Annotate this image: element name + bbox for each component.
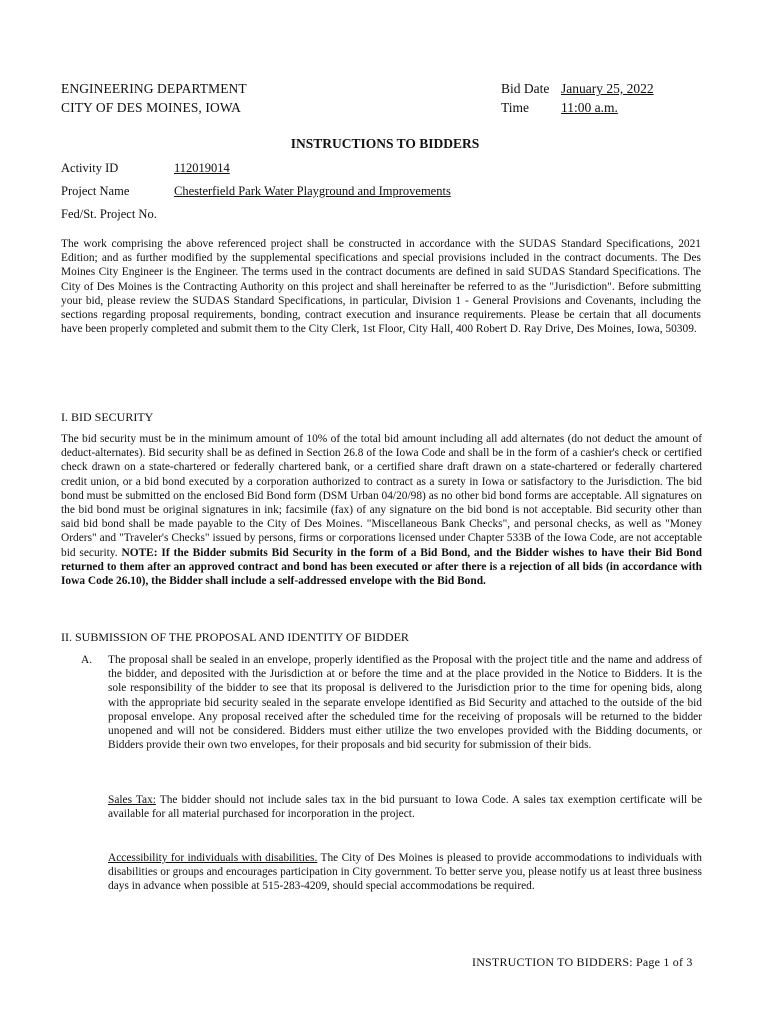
department-header: [61, 79, 247, 117]
accessibility-paragraph: [108, 851, 702, 894]
activity-id-value: 112019014: [174, 161, 230, 175]
sales-tax-label: Sales Tax:: [108, 794, 156, 806]
time-label: Time: [501, 100, 530, 115]
bid-security-text: The bid security must be in the minimum amount of 10% of the total bid amount including all add alternates (do not deduct the amount of deduct-alternates). Bid security shall be as defined in Section 26.8 of the Iowa Code and shall be in the form of a cashier's check or certified check drawn on a state-chartered or federally chartered bank, or a certified share draft drawn on a state-chartered or federally chartered credit union, or a bid bond executed by a corporation authorized to contract as a surety in Iowa or satisfactory to the Jurisdiction. The bid bond must be submitted on the enclosed Bid Bond form (DSM Urban 04/20/98) as no other bid bond forms are acceptable. All signatures on the bid bond must be original signatures in ink; facsimile (fax) of any signature on the bid bond is not acceptable. Bid security other than said bid bond shall be made payable to the City of Des Moines. "Miscellaneous Bank Checks", and personal checks, as well as "Money Orders" and "Traveler's Checks" issued by persons, firms or corporations licensed under Chapter 533B of the Iowa Code, are not acceptable bid security.: [61, 433, 702, 559]
sales-tax-text: The bidder should not include sales tax in the bid pursuant to Iowa Code. A sales tax exemption certificate will be available for all material purchased for incorporation in the project.: [108, 794, 702, 821]
project-name-value: Chesterfield Park Water Playground and Improvements: [174, 184, 451, 198]
fed-project-label: Fed/St. Project No.: [61, 207, 157, 221]
bid-date-label: Bid Date: [501, 81, 550, 96]
bid-security-paragraph: [61, 432, 702, 588]
sales-tax-paragraph: [108, 793, 702, 821]
intro-paragraph: The work comprising the above referenced project shall be constructed in accordance with the SUDAS Standard Specifications, 2021 Edition; and as further modified by the supplemental specifications and special provisions included in the contract documents. The Des Moines City Engineer is the Engineer. The terms used in the contract documents are defined in said SUDAS Standard Specifications. The City of Des Moines is the Contracting Authority on this project and shall hereinafter be referred to as the "Jurisdiction". Before submitting your bid, please review the SUDAS Standard Specifications, in particular, Division 1 - General Provisions and Covenants, including the sections regarding proposal requirements, bonding, contract execution and insurance requirements. Please be certain that all documents have been properly completed and submit them to the City Clerk, 1st Floor, City Hall, 400 Robert D. Ray Drive, Des Moines, Iowa, 50309.: [61, 238, 701, 336]
time-value: 11:00 a.m.: [561, 100, 618, 115]
section-bid-security-heading: I. BID SECURITY: [61, 410, 154, 424]
bid-date-value: January 25, 2022: [561, 81, 654, 96]
accessibility-text: The City of Des Moines is pleased to provide accommodations to individuals with disabilities or groups and encourages participation in City government. To better serve you, please notify us at least three business days in advance when possible at 515-283-4209, should special accommodations be required.: [108, 852, 702, 893]
department-name: ENGINEERING DEPARTMENT: [61, 81, 247, 96]
item-a-marker: A.: [81, 654, 93, 666]
page-footer: INSTRUCTION TO BIDDERS: Page 1 of 3: [472, 955, 693, 969]
item-a-paragraph: The proposal shall be sealed in an envelope, properly identified as the Proposal with the project title and the name and address of the bidder, and deposited with the Jurisdiction at or before the time and at the place provided in the Notice to Bidders. It is the sole responsibility of the bidder to see that its proposal is delivered to the Jurisdiction prior to the time for opening bids, along with the appropriate bid security sealed in the separate envelope identified as Bid Security and attached to the outside of the bid proposal envelope. Any proposal received after the scheduled time for the receiving of proposals will be returned to the bidder unopened and will not be considered. Bidders must either utilize the two envelopes provided with the Bidding documents, or Bidders provide their own two envelopes, for their proposals and bid security for submission of their bids.: [108, 654, 702, 752]
accessibility-label: Accessibility for individuals with disabilities.: [108, 852, 318, 864]
page-title: INSTRUCTIONS TO BIDDERS: [290, 136, 480, 151]
activity-id-label: Activity ID: [61, 161, 119, 175]
section-submission-heading: II. SUBMISSION OF THE PROPOSAL AND IDENTITY OF BIDDER: [61, 630, 409, 644]
city-name: CITY OF DES MOINES, IOWA: [61, 100, 242, 115]
bid-bond-note: NOTE: If the Bidder submits Bid Security in the form of a Bid Bond, and the Bidder wishes to have their Bid Bond returned to them after an approved contract and bond has been executed or after there is a rejection of all bids (in accordance with Iowa Code 26.10), the Bidder shall include a self-addressed envelope with the Bid Bond.: [61, 546, 702, 588]
project-name-label: Project Name: [61, 184, 130, 198]
bid-meta: [501, 79, 654, 117]
